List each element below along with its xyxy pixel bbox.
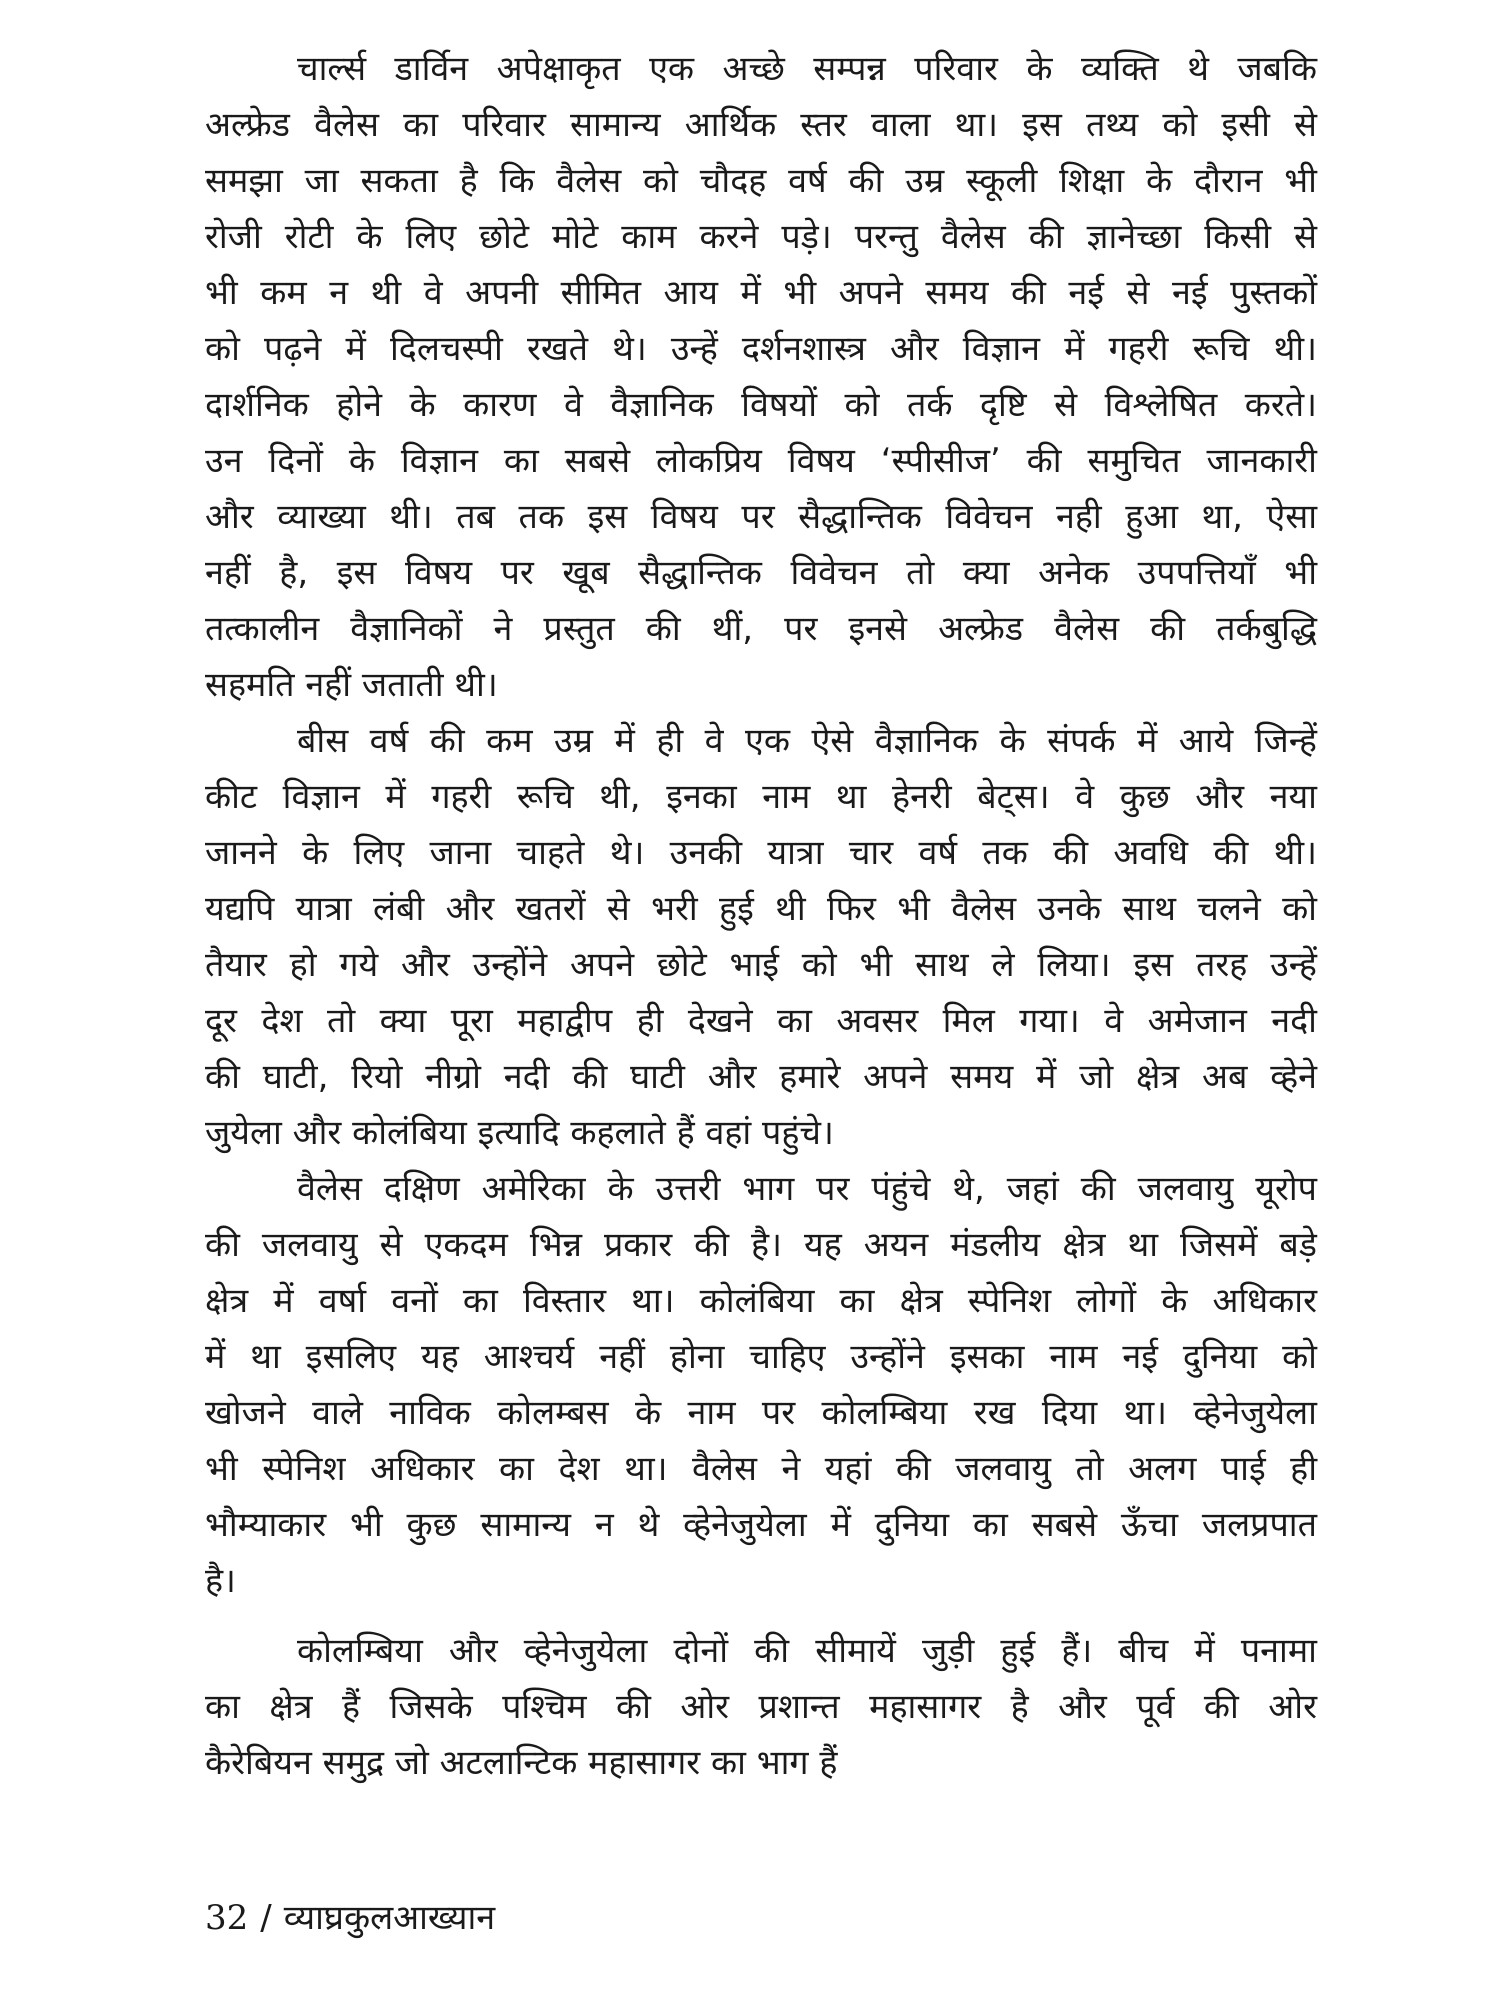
text-line: जानने के लिए जाना चाहते थे। उनकी यात्रा चार वर्ष तक की अवधि की थी।	[205, 833, 1317, 873]
text-line: चार्ल्स डार्विन अपेक्षाकृत एक अच्छे सम्पन्न परिवार के व्यक्ति थे जबकि	[297, 49, 1317, 89]
text-line: उन दिनों के विज्ञान का सबसे लोकप्रिय विषय ‘स्पीसीज’ की समुचित जानकारी	[205, 441, 1317, 481]
text-line: का क्षेत्र हैं जिसके पश्चिम की ओर प्रशान्त महासागर है और पूर्व की ओर	[205, 1687, 1317, 1727]
text-line: है।	[205, 1561, 236, 1601]
text-line: बीस वर्ष की कम उम्र में ही वे एक ऐसे वैज्ञानिक के संपर्क में आये जिन्हें	[297, 721, 1317, 761]
text-line: दूर देश तो क्या पूरा महाद्वीप ही देखने का अवसर मिल गया। वे अमेजान नदी	[205, 1001, 1317, 1041]
page-number: 32	[205, 1898, 249, 1938]
text-line: कीट विज्ञान में गहरी रूचि थी, इनका नाम था हेनरी बेट्स। वे कुछ और नया	[205, 777, 1317, 817]
text-line: खोजने वाले नाविक कोलम्बस के नाम पर कोलम्बिया रख दिया था। व्हेनेजुयेला	[205, 1393, 1317, 1433]
text-line: अल्फ्रेड वैलेस का परिवार सामान्य आर्थिक स्तर वाला था। इस तथ्य को इसी से	[205, 105, 1317, 145]
text-line: वैलेस दक्षिण अमेरिका के उत्तरी भाग पर पंहुंचे थे, जहां की जलवायु यूरोप	[297, 1169, 1317, 1209]
text-line: तैयार हो गये और उन्होंने अपने छोटे भाई को भी साथ ले लिया। इस तरह उन्हें	[205, 945, 1317, 985]
text-line: कैरेबियन समुद्र जो अटलान्टिक महासागर का भाग हैं	[205, 1743, 838, 1783]
text-line: भी स्पेनिश अधिकार का देश था। वैलेस ने यहां की जलवायु तो अलग पाई ही	[205, 1449, 1317, 1489]
text-line: को पढ़ने में दिलचस्पी रखते थे। उन्हें दर्शनशास्त्र और विज्ञान में गहरी रूचि थी।	[205, 329, 1317, 369]
text-line: यद्यपि यात्रा लंबी और खतरों से भरी हुई थी फिर भी वैलेस उनके साथ चलने को	[205, 889, 1317, 929]
text-line: रोजी रोटी के लिए छोटे मोटे काम करने पड़े। परन्तु वैलेस की ज्ञानेच्छा किसी से	[205, 217, 1317, 257]
text-line: नहीं है, इस विषय पर खूब सैद्धान्तिक विवेचन तो क्या अनेक उपपत्तियाँ भी	[205, 553, 1317, 593]
text-line: समझा जा सकता है कि वैलेस को चौदह वर्ष की उम्र स्कूली शिक्षा के दौरान भी	[205, 161, 1317, 201]
text-line: सहमति नहीं जताती थी।	[205, 665, 498, 705]
text-line: जुयेला और कोलंबिया इत्यादि कहलाते हैं वहां पहुंचे।	[205, 1113, 834, 1153]
text-line: की घाटी, रियो नीग्रो नदी की घाटी और हमारे अपने समय में जो क्षेत्र अब व्हेने	[205, 1057, 1317, 1097]
text-line: और व्याख्या थी। तब तक इस विषय पर सैद्धान्तिक विवेचन नही हुआ था, ऐसा	[205, 497, 1317, 537]
book-title: व्याघ्रकुलआख्यान	[283, 1898, 496, 1938]
text-line: तत्कालीन वैज्ञानिकों ने प्रस्तुत की थीं, पर इनसे अल्फ्रेड वैलेस की तर्कबुद्धि	[205, 609, 1317, 649]
text-line: में था इसलिए यह आश्चर्य नहीं होना चाहिए उन्होंने इसका नाम नई दुनिया को	[205, 1337, 1317, 1377]
text-line: क्षेत्र में वर्षा वनों का विस्तार था। कोलंबिया का क्षेत्र स्पेनिश लोगों के अधिकार	[205, 1281, 1317, 1321]
text-line: भौम्याकार भी कुछ सामान्य न थे व्हेनेजुयेला में दुनिया का सबसे ऊँचा जलप्रपात	[205, 1505, 1317, 1545]
page-footer	[205, 1893, 495, 1943]
footer-separator: /	[260, 1898, 272, 1938]
text-line: की जलवायु से एकदम भिन्न प्रकार की है। यह अयन मंडलीय क्षेत्र था जिसमें बड़े	[205, 1225, 1317, 1265]
text-line: कोलम्बिया और व्हेनेजुयेला दोनों की सीमायें जुड़ी हुई हैं। बीच में पनामा	[297, 1631, 1317, 1671]
text-line: भी कम न थी वे अपनी सीमित आय में भी अपने समय की नई से नई पुस्तकों	[205, 273, 1317, 313]
text-line: दार्शनिक होने के कारण वे वैज्ञानिक विषयों को तर्क दृष्टि से विश्लेषित करते।	[205, 385, 1317, 425]
